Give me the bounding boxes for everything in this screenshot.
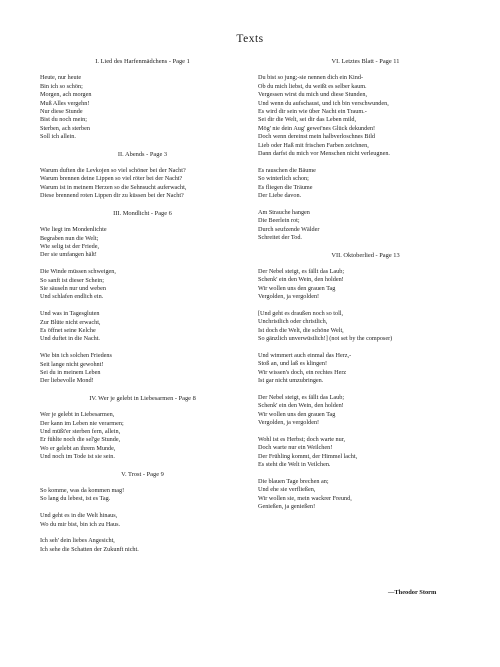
verse-line: Mög' nie dein Aug' gewei'nes Glück dekunden! <box>258 124 376 132</box>
stanza <box>40 352 245 386</box>
verse-line: Dann darfst du mich vor Menschen nicht verleugnen. <box>258 150 390 158</box>
verse-line: Er fühlte noch die sel'ge Stunde, <box>40 436 121 444</box>
verse-line: Ist gar nicht umzubringen. <box>258 377 324 385</box>
stanza <box>40 487 245 504</box>
verse-line: So lang du lebest, ist es Tag. <box>40 495 111 503</box>
verse-line: Unchristlich oder christlich, <box>258 318 328 326</box>
verse-line: Wo du mir bist, bin ich zu Haus. <box>40 520 121 528</box>
verse-line: Und ehe sie verfließen, <box>258 486 316 494</box>
stanza <box>40 74 245 141</box>
verse-line: Zur Blüte nicht erwacht, <box>40 318 101 326</box>
left-section-0 <box>40 58 245 142</box>
verse-line: Durch seufzende Wälder <box>258 225 320 233</box>
verse-line: Schenk' ein den Wein, den holden! <box>258 276 344 284</box>
verse-line: Es steht die Welt in Veilchen. <box>258 461 331 469</box>
verse-line: Wie liegt im Mondenlichte <box>40 226 107 234</box>
verse-line: Und duftet in die Nacht. <box>40 335 100 343</box>
section-title: V. Trost - Page 9 <box>121 470 164 478</box>
verse-line: Der Liebe davon. <box>258 192 302 200</box>
stanza <box>40 226 245 260</box>
verse-line: Wo er gelebt an ihrem Munde, <box>40 444 116 452</box>
verse-line: Der kann im Leben nie verarmen; <box>40 419 124 427</box>
verse-line: Es wird dir sein wie über Nacht ein Traum.- <box>258 108 367 116</box>
verse-line: Ist doch die Welt, die schöne Welt, <box>258 326 344 334</box>
verse-line: Warum duften die Levkojen so viel schöner bei der Nacht? <box>40 167 186 175</box>
verse-line: Doch wenn dereinst mein halbverloschnes Bild <box>258 133 376 141</box>
verse-line: Und geht es in die Welt hinaus, <box>40 512 118 520</box>
verse-line: Vergolden, ja vergolden! <box>258 293 320 301</box>
author-signature: —Theodor Storm <box>388 589 437 596</box>
stanza <box>258 268 473 302</box>
verse-line: Schreitet der Tod. <box>258 234 302 242</box>
verse-line: Wir wissen's doch, ein rechtes Herz <box>258 368 347 376</box>
verse-line: Am Strauche hangen <box>258 208 310 216</box>
verse-line: Ob du mich liebst, du weißt es selber kaum. <box>258 82 367 90</box>
left-section-3 <box>40 395 245 462</box>
verse-line: Wir wollen uns den grauen Tag <box>258 284 336 292</box>
section-title: VI. Letztes Blatt - Page 11 <box>331 58 400 65</box>
verse-line: Es rauschen die Bäume <box>258 166 316 174</box>
verse-line: So gänzlich unverwüstlich!] (not set by the composer) <box>258 335 393 343</box>
verse-line: Und was in Tagesgluten <box>40 310 100 318</box>
verse-line: Heute, nur heute <box>40 74 82 82</box>
right-section-0 <box>258 58 473 243</box>
verse-line: Warum brennen deine Lippen so viel röter bei der Nacht? <box>40 175 183 183</box>
verse-line: Der Frühling kommt, der Himmel lacht, <box>258 452 358 460</box>
page-title: Texts <box>236 33 264 45</box>
verse-line: [Und geht es draußen noch so toll, <box>258 309 344 317</box>
verse-line: Die blauen Tage brechen an; <box>258 477 329 485</box>
verse-line: Wohl ist es Herbst; doch warte nur, <box>258 435 346 443</box>
stanza <box>40 512 245 529</box>
verse-line: Stoß an, und laß es klingen! <box>258 360 328 368</box>
stanza <box>40 310 245 344</box>
verse-line: Wir wollen sie, mein wackrer Freund, <box>258 494 352 502</box>
section-title: IV. Wer je gelebt in Liebesarmen - Page 8 <box>89 394 196 402</box>
stanza <box>258 436 473 470</box>
verse-line: Der sie umfangen hält! <box>40 251 97 259</box>
left-section-1 <box>40 151 245 201</box>
verse-line: Wie selig ist der Friede, <box>40 242 100 250</box>
verse-line: Der liebevolle Mond! <box>40 377 94 385</box>
verse-line: Nur diese Stunde <box>40 108 83 116</box>
verse-line: Warum ist in meinem Herzen so die Sehnsucht auferwacht, <box>40 183 187 191</box>
verse-line: Wie bin ich solchen Friedens <box>40 352 112 360</box>
verse-line: Begraben nun die Welt; <box>40 234 99 242</box>
left-section-2 <box>40 210 245 386</box>
section-title: II. Abends - Page 3 <box>117 150 168 158</box>
verse-line: Seit lange nicht gewohnt! <box>40 360 104 368</box>
verse-line: Morgen, ach morgen <box>40 91 92 99</box>
verse-line: Wer je gelebt in Liebesarmen, <box>40 411 115 419</box>
stanza <box>258 310 473 344</box>
verse-line: Und wimmert auch einmal das Herz,- <box>258 351 352 359</box>
section-title: III. Mondlicht - Page 6 <box>113 209 172 217</box>
verse-line: Doch warte nur ein Weilchen! <box>258 444 333 452</box>
stanza <box>258 478 473 512</box>
left-section-4 <box>40 471 245 555</box>
verse-line: Soll ich allein. <box>40 133 76 141</box>
stanza <box>40 167 245 201</box>
verse-line: Sei dir die Welt, sei dir das Leben mild, <box>258 116 357 124</box>
verse-line: Ich seh' dein liebes Angesicht, <box>40 537 115 545</box>
verse-line: So winterlich schon; <box>258 175 309 183</box>
verse-line: Sei du in meinem Leben <box>40 368 101 376</box>
stanza <box>258 74 473 158</box>
stanza <box>40 411 245 461</box>
section-title: VII. Oktoberlied - Page 13 <box>331 251 400 259</box>
section-title: I. Lied des Harfenmädchens - Page 1 <box>95 58 190 65</box>
verse-line: Genießen, ja genießen! <box>258 503 316 511</box>
verse-line: Und müßt'er sterben fern, allein, <box>40 427 121 435</box>
verse-line: Es öffnet seine Kelche <box>40 326 96 334</box>
verse-line: Der Nebel steigt, es fällt das Laub; <box>258 393 345 401</box>
verse-line: Sie säuseln nur und weben <box>40 284 106 292</box>
stanza <box>258 394 473 428</box>
stanza <box>258 352 473 386</box>
verse-line: So sanft ist dieser Schein; <box>40 276 104 284</box>
stanza <box>40 537 245 554</box>
verse-line: Schenk' ein den Wein, den holden! <box>258 402 344 410</box>
right-column <box>258 58 473 521</box>
verse-line: Lieb oder Haß mit frischen Farben zeichnen, <box>258 141 369 149</box>
verse-line: Bist du noch mein; <box>40 116 87 124</box>
verse-line: Wir wollen uns den grauen Tag <box>258 410 336 418</box>
verse-line: Sterben, ach sterben <box>40 124 90 132</box>
verse-line: Und wenn du aufschaust, und ich bin verschwunden, <box>258 99 389 107</box>
verse-line: So komme, was da kommen mag! <box>40 487 125 495</box>
verse-line: Du bist so jung;-sie nennen dich ein Kind- <box>258 74 364 82</box>
verse-line: Und noch im Tode ist sie sein. <box>40 453 115 461</box>
stanza <box>258 167 473 201</box>
right-section-1 <box>258 252 473 512</box>
verse-line: Und schlafen endlich ein. <box>40 293 104 301</box>
verse-line: Bin ich so schön; <box>40 82 83 90</box>
verse-line: Vergessen wirst du mich und diese Stunden, <box>258 91 368 99</box>
verse-line: Die Winde müssen schweigen, <box>40 268 116 276</box>
stanza <box>258 209 473 243</box>
verse-line: Die Beerlein rot; <box>258 217 300 225</box>
verse-line: Muß Alles vergehn! <box>40 99 90 107</box>
verse-line: Diese brennend roten Lippen dir zu küssen bei der Nacht? <box>40 192 184 200</box>
verse-line: Der Nebel steigt, es fällt das Laub; <box>258 267 345 275</box>
left-column <box>40 58 245 563</box>
verse-line: Es fliegen die Träume <box>258 183 313 191</box>
verse-line: Ich sehe die Schatten der Zukunft nicht. <box>40 545 139 553</box>
verse-line: Vergolden, ja vergolden! <box>258 419 320 427</box>
stanza <box>40 268 245 302</box>
